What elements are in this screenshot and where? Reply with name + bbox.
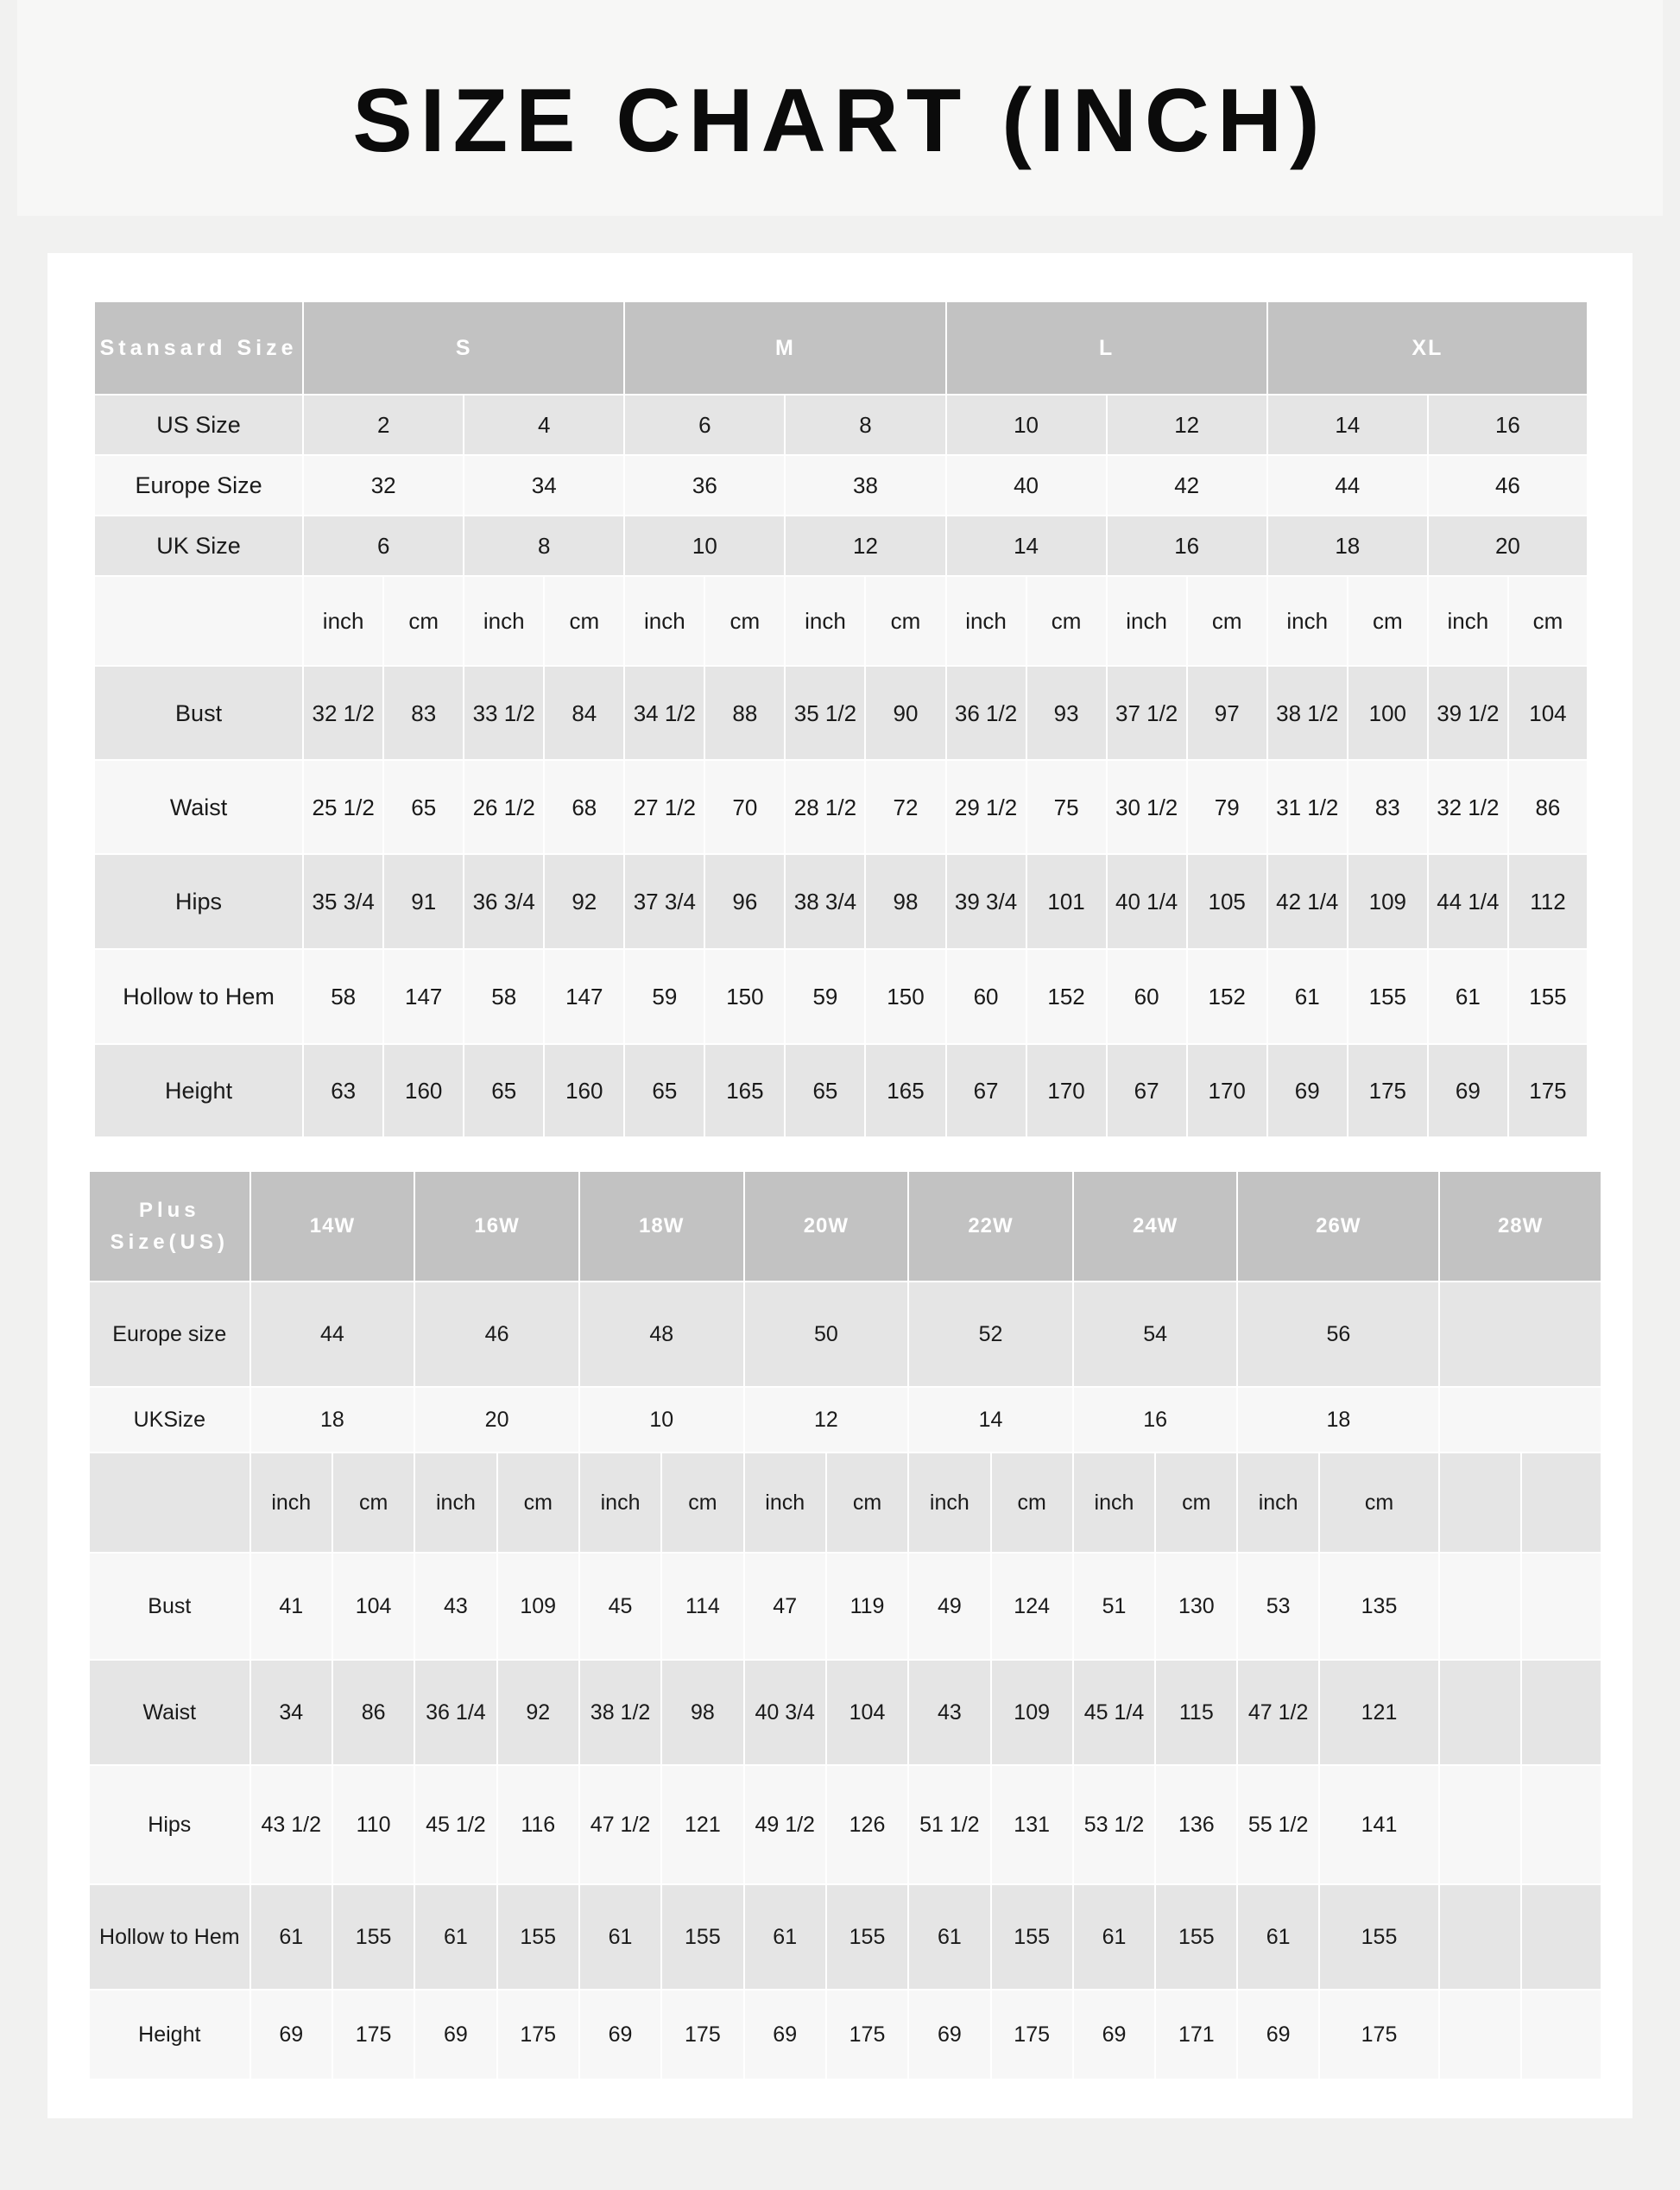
measure-value-cell: 109 [1348, 854, 1428, 949]
measure-value-cell: 43 [414, 1553, 496, 1660]
standard-size-row [94, 395, 1588, 455]
size-value-cell: 20 [1428, 516, 1588, 576]
measure-value-cell: 175 [1508, 1044, 1588, 1137]
row-label: Hips [94, 854, 303, 949]
measure-value-cell: 63 [303, 1044, 383, 1137]
measure-value-cell: 51 1/2 [908, 1765, 990, 1884]
measure-value-cell: 69 [1428, 1044, 1508, 1137]
plus-size-header: 26W [1237, 1171, 1439, 1282]
unit-cm-label: cm [1155, 1453, 1237, 1553]
standard-measure-row [94, 854, 1588, 949]
row-label: Hollow to Hem [94, 949, 303, 1044]
measure-value-cell: 45 1/2 [414, 1765, 496, 1884]
measure-value-cell: 61 [250, 1884, 332, 1990]
unit-cm-label: cm [1348, 576, 1428, 666]
unit-inch-label: inch [414, 1453, 496, 1553]
size-value-cell: 32 [303, 455, 464, 516]
size-value-cell: 16 [1428, 395, 1588, 455]
size-value-cell: 52 [908, 1282, 1073, 1387]
plus-measure-row [89, 1553, 1601, 1660]
standard-header-row [94, 301, 1588, 395]
measure-value-cell: 141 [1319, 1765, 1439, 1884]
measure-value-cell: 25 1/2 [303, 760, 383, 854]
measure-value-cell: 34 [250, 1660, 332, 1765]
measure-value-cell: 61 [1237, 1884, 1318, 1990]
measure-value-cell: 90 [865, 666, 945, 760]
measure-value-cell: 40 1/4 [1107, 854, 1187, 949]
measure-value-cell: 39 1/2 [1428, 666, 1508, 760]
measure-value-cell: 69 [250, 1990, 332, 2079]
measure-value-cell: 35 3/4 [303, 854, 383, 949]
plus-size-table [88, 1170, 1602, 2080]
row-label: Bust [94, 666, 303, 760]
unit-cm-label: cm [497, 1453, 579, 1553]
size-value-cell: 12 [744, 1387, 909, 1453]
size-value-cell: 6 [624, 395, 785, 455]
empty-cell [1521, 1660, 1601, 1765]
measure-value-cell: 58 [303, 949, 383, 1044]
measure-value-cell: 93 [1026, 666, 1107, 760]
unit-inch-label: inch [1428, 576, 1508, 666]
measure-value-cell: 34 1/2 [624, 666, 704, 760]
page-title: SIZE CHART (INCH) [352, 71, 1328, 171]
measure-value-cell: 110 [332, 1765, 414, 1884]
measure-value-cell: 53 [1237, 1553, 1318, 1660]
size-value-cell: 12 [785, 516, 945, 576]
measure-value-cell: 38 1/2 [1267, 666, 1348, 760]
standard-measure-row [94, 1044, 1588, 1137]
measure-value-cell: 79 [1187, 760, 1267, 854]
plus-header-row [89, 1171, 1601, 1282]
measure-value-cell: 155 [1508, 949, 1588, 1044]
standard-unit-row [94, 576, 1588, 666]
measure-value-cell: 86 [1508, 760, 1588, 854]
measure-value-cell: 100 [1348, 666, 1428, 760]
measure-value-cell: 69 [908, 1990, 990, 2079]
measure-value-cell: 38 1/2 [579, 1660, 661, 1765]
measure-value-cell: 124 [991, 1553, 1073, 1660]
measure-value-cell: 65 [464, 1044, 544, 1137]
standard-corner-label: Stansard Size [94, 301, 303, 395]
measure-value-cell: 36 3/4 [464, 854, 544, 949]
unit-cm-label: cm [826, 1453, 908, 1553]
unit-inch-label: inch [908, 1453, 990, 1553]
measure-value-cell: 49 1/2 [744, 1765, 826, 1884]
size-value-cell: 48 [579, 1282, 744, 1387]
plus-measure-row [89, 1884, 1601, 1990]
measure-value-cell: 150 [704, 949, 785, 1044]
unit-inch-label: inch [250, 1453, 332, 1553]
measure-value-cell: 65 [383, 760, 464, 854]
size-group-header: M [624, 301, 945, 395]
measure-value-cell: 175 [497, 1990, 579, 2079]
measure-value-cell: 69 [1073, 1990, 1155, 2079]
measure-value-cell: 61 [414, 1884, 496, 1990]
measure-value-cell: 29 1/2 [946, 760, 1026, 854]
measure-value-cell: 67 [1107, 1044, 1187, 1137]
measure-value-cell: 72 [865, 760, 945, 854]
measure-value-cell: 36 1/2 [946, 666, 1026, 760]
size-value-cell: 18 [250, 1387, 415, 1453]
measure-value-cell: 37 1/2 [1107, 666, 1187, 760]
row-label: Height [89, 1990, 250, 2079]
measure-value-cell: 160 [544, 1044, 624, 1137]
unit-cm-label: cm [1508, 576, 1588, 666]
row-label: Hips [89, 1765, 250, 1884]
plus-measure-row [89, 1660, 1601, 1765]
measure-value-cell: 61 [908, 1884, 990, 1990]
measure-value-cell: 42 1/4 [1267, 854, 1348, 949]
empty-cell [1439, 1553, 1520, 1660]
measure-value-cell: 86 [332, 1660, 414, 1765]
measure-value-cell: 175 [1348, 1044, 1428, 1137]
empty-cell [1439, 1453, 1520, 1553]
measure-value-cell: 35 1/2 [785, 666, 865, 760]
measure-value-cell: 121 [1319, 1660, 1439, 1765]
measure-value-cell: 67 [946, 1044, 1026, 1137]
measure-value-cell: 155 [497, 1884, 579, 1990]
empty-cell [1439, 1660, 1520, 1765]
measure-value-cell: 55 1/2 [1237, 1765, 1318, 1884]
unit-inch-label: inch [946, 576, 1026, 666]
measure-value-cell: 115 [1155, 1660, 1237, 1765]
measure-value-cell: 65 [785, 1044, 865, 1137]
measure-value-cell: 147 [383, 949, 464, 1044]
measure-value-cell: 109 [991, 1660, 1073, 1765]
measure-value-cell: 121 [661, 1765, 743, 1884]
plus-size-row [89, 1282, 1601, 1387]
size-value-cell: 18 [1267, 516, 1428, 576]
size-value-cell: 40 [946, 455, 1107, 516]
size-value-cell: 44 [250, 1282, 415, 1387]
measure-value-cell: 43 1/2 [250, 1765, 332, 1884]
measure-value-cell: 69 [744, 1990, 826, 2079]
empty-cell [1521, 1990, 1601, 2079]
measure-value-cell: 97 [1187, 666, 1267, 760]
measure-value-cell: 152 [1187, 949, 1267, 1044]
measure-value-cell: 69 [414, 1990, 496, 2079]
plus-measure-row [89, 1990, 1601, 2079]
plus-size-header: 22W [908, 1171, 1073, 1282]
size-value-cell: 46 [414, 1282, 579, 1387]
measure-value-cell: 83 [1348, 760, 1428, 854]
measure-value-cell: 60 [946, 949, 1026, 1044]
measure-value-cell: 40 3/4 [744, 1660, 826, 1765]
measure-value-cell: 152 [1026, 949, 1107, 1044]
measure-value-cell: 104 [826, 1660, 908, 1765]
row-label: UK Size [94, 516, 303, 576]
unit-inch-label: inch [624, 576, 704, 666]
empty-cell [1439, 1282, 1601, 1387]
size-group-header: L [946, 301, 1267, 395]
measure-value-cell: 53 1/2 [1073, 1765, 1155, 1884]
measure-value-cell: 119 [826, 1553, 908, 1660]
measure-value-cell: 170 [1187, 1044, 1267, 1137]
size-value-cell: 44 [1267, 455, 1428, 516]
measure-value-cell: 155 [1348, 949, 1428, 1044]
measure-value-cell: 65 [624, 1044, 704, 1137]
measure-value-cell: 45 [579, 1553, 661, 1660]
row-label: Bust [89, 1553, 250, 1660]
measure-value-cell: 92 [544, 854, 624, 949]
measure-value-cell: 165 [704, 1044, 785, 1137]
row-label-empty [89, 1453, 250, 1553]
empty-cell [1439, 1884, 1520, 1990]
size-value-cell: 10 [624, 516, 785, 576]
measure-value-cell: 69 [1237, 1990, 1318, 2079]
unit-inch-label: inch [744, 1453, 826, 1553]
size-value-cell: 8 [785, 395, 945, 455]
measure-value-cell: 175 [991, 1990, 1073, 2079]
size-value-cell: 20 [414, 1387, 579, 1453]
size-value-cell: 16 [1107, 516, 1267, 576]
measure-value-cell: 101 [1026, 854, 1107, 949]
empty-cell [1521, 1453, 1601, 1553]
measure-value-cell: 51 [1073, 1553, 1155, 1660]
standard-measure-row [94, 666, 1588, 760]
measure-value-cell: 69 [579, 1990, 661, 2079]
measure-value-cell: 43 [908, 1660, 990, 1765]
row-label: Waist [89, 1660, 250, 1765]
measure-value-cell: 32 1/2 [303, 666, 383, 760]
measure-value-cell: 39 3/4 [946, 854, 1026, 949]
measure-value-cell: 136 [1155, 1765, 1237, 1884]
size-value-cell: 16 [1073, 1387, 1238, 1453]
plus-size-header: 18W [579, 1171, 744, 1282]
measure-value-cell: 105 [1187, 854, 1267, 949]
unit-inch-label: inch [1073, 1453, 1155, 1553]
plus-size-header: 14W [250, 1171, 415, 1282]
unit-cm-label: cm [704, 576, 785, 666]
measure-value-cell: 109 [497, 1553, 579, 1660]
measure-value-cell: 61 [744, 1884, 826, 1990]
size-value-cell: 18 [1237, 1387, 1439, 1453]
size-value-cell: 54 [1073, 1282, 1238, 1387]
row-label: US Size [94, 395, 303, 455]
measure-value-cell: 131 [991, 1765, 1073, 1884]
measure-value-cell: 38 3/4 [785, 854, 865, 949]
empty-cell [1521, 1553, 1601, 1660]
size-value-cell: 14 [946, 516, 1107, 576]
measure-value-cell: 61 [1428, 949, 1508, 1044]
measure-value-cell: 47 1/2 [579, 1765, 661, 1884]
plus-size-header: 24W [1073, 1171, 1238, 1282]
plus-measure-row [89, 1765, 1601, 1884]
measure-value-cell: 59 [785, 949, 865, 1044]
row-label: Height [94, 1044, 303, 1137]
row-label-empty [94, 576, 303, 666]
plus-size-row [89, 1387, 1601, 1453]
size-value-cell: 10 [579, 1387, 744, 1453]
measure-value-cell: 61 [1267, 949, 1348, 1044]
plus-size-header: 16W [414, 1171, 579, 1282]
unit-cm-label: cm [1187, 576, 1267, 666]
standard-size-row [94, 455, 1588, 516]
measure-value-cell: 88 [704, 666, 785, 760]
measure-value-cell: 155 [991, 1884, 1073, 1990]
measure-value-cell: 130 [1155, 1553, 1237, 1660]
empty-cell [1439, 1990, 1520, 2079]
unit-inch-label: inch [1107, 576, 1187, 666]
unit-cm-label: cm [383, 576, 464, 666]
unit-inch-label: inch [303, 576, 383, 666]
measure-value-cell: 61 [1073, 1884, 1155, 1990]
plus-size-header: 28W [1439, 1171, 1601, 1282]
unit-inch-label: inch [1267, 576, 1348, 666]
measure-value-cell: 41 [250, 1553, 332, 1660]
size-value-cell: 38 [785, 455, 945, 516]
standard-measure-row [94, 949, 1588, 1044]
standard-measure-row [94, 760, 1588, 854]
measure-value-cell: 150 [865, 949, 945, 1044]
measure-value-cell: 69 [1267, 1044, 1348, 1137]
measure-value-cell: 83 [383, 666, 464, 760]
measure-value-cell: 37 3/4 [624, 854, 704, 949]
measure-value-cell: 58 [464, 949, 544, 1044]
size-value-cell: 4 [464, 395, 624, 455]
row-label: Europe Size [94, 455, 303, 516]
measure-value-cell: 45 1/4 [1073, 1660, 1155, 1765]
measure-value-cell: 126 [826, 1765, 908, 1884]
measure-value-cell: 75 [1026, 760, 1107, 854]
measure-value-cell: 175 [661, 1990, 743, 2079]
size-value-cell: 8 [464, 516, 624, 576]
measure-value-cell: 175 [332, 1990, 414, 2079]
size-value-cell: 46 [1428, 455, 1588, 516]
standard-size-row [94, 516, 1588, 576]
measure-value-cell: 175 [1319, 1990, 1439, 2079]
measure-value-cell: 98 [865, 854, 945, 949]
measure-value-cell: 44 1/4 [1428, 854, 1508, 949]
plus-corner-label: Plus Size(US) [89, 1171, 250, 1282]
unit-cm-label: cm [1026, 576, 1107, 666]
empty-cell [1439, 1387, 1601, 1453]
unit-cm-label: cm [1319, 1453, 1439, 1553]
measure-value-cell: 147 [544, 949, 624, 1044]
measure-value-cell: 60 [1107, 949, 1187, 1044]
size-value-cell: 12 [1107, 395, 1267, 455]
measure-value-cell: 155 [332, 1884, 414, 1990]
empty-cell [1521, 1765, 1601, 1884]
measure-value-cell: 155 [661, 1884, 743, 1990]
measure-value-cell: 32 1/2 [1428, 760, 1508, 854]
measure-value-cell: 84 [544, 666, 624, 760]
row-label: UKSize [89, 1387, 250, 1453]
measure-value-cell: 155 [826, 1884, 908, 1990]
size-value-cell: 14 [908, 1387, 1073, 1453]
measure-value-cell: 26 1/2 [464, 760, 544, 854]
unit-cm-label: cm [332, 1453, 414, 1553]
plus-unit-row [89, 1453, 1601, 1553]
plus-size-header: 20W [744, 1171, 909, 1282]
measure-value-cell: 175 [826, 1990, 908, 2079]
measure-value-cell: 112 [1508, 854, 1588, 949]
size-group-header: S [303, 301, 624, 395]
row-label: Europe size [89, 1282, 250, 1387]
measure-value-cell: 116 [497, 1765, 579, 1884]
measure-value-cell: 59 [624, 949, 704, 1044]
empty-cell [1439, 1765, 1520, 1884]
measure-value-cell: 104 [332, 1553, 414, 1660]
size-group-header: XL [1267, 301, 1588, 395]
measure-value-cell: 104 [1508, 666, 1588, 760]
measure-value-cell: 61 [579, 1884, 661, 1990]
size-value-cell: 36 [624, 455, 785, 516]
measure-value-cell: 98 [661, 1660, 743, 1765]
measure-value-cell: 28 1/2 [785, 760, 865, 854]
measure-value-cell: 31 1/2 [1267, 760, 1348, 854]
measure-value-cell: 33 1/2 [464, 666, 544, 760]
measure-value-cell: 135 [1319, 1553, 1439, 1660]
unit-cm-label: cm [991, 1453, 1073, 1553]
measure-value-cell: 114 [661, 1553, 743, 1660]
size-value-cell: 2 [303, 395, 464, 455]
measure-value-cell: 170 [1026, 1044, 1107, 1137]
size-value-cell: 10 [946, 395, 1107, 455]
size-value-cell: 14 [1267, 395, 1428, 455]
measure-value-cell: 96 [704, 854, 785, 949]
empty-cell [1521, 1884, 1601, 1990]
unit-cm-label: cm [661, 1453, 743, 1553]
unit-cm-label: cm [544, 576, 624, 666]
measure-value-cell: 160 [383, 1044, 464, 1137]
unit-inch-label: inch [1237, 1453, 1318, 1553]
measure-value-cell: 155 [1155, 1884, 1237, 1990]
measure-value-cell: 92 [497, 1660, 579, 1765]
size-value-cell: 6 [303, 516, 464, 576]
row-label: Waist [94, 760, 303, 854]
measure-value-cell: 49 [908, 1553, 990, 1660]
measure-value-cell: 30 1/2 [1107, 760, 1187, 854]
unit-inch-label: inch [464, 576, 544, 666]
standard-size-table [93, 301, 1588, 1138]
unit-cm-label: cm [865, 576, 945, 666]
measure-value-cell: 155 [1319, 1884, 1439, 1990]
measure-value-cell: 91 [383, 854, 464, 949]
measure-value-cell: 70 [704, 760, 785, 854]
size-value-cell: 56 [1237, 1282, 1439, 1387]
measure-value-cell: 68 [544, 760, 624, 854]
unit-inch-label: inch [785, 576, 865, 666]
unit-inch-label: inch [579, 1453, 661, 1553]
measure-value-cell: 165 [865, 1044, 945, 1137]
size-value-cell: 34 [464, 455, 624, 516]
row-label: Hollow to Hem [89, 1884, 250, 1990]
measure-value-cell: 27 1/2 [624, 760, 704, 854]
size-value-cell: 50 [744, 1282, 909, 1387]
measure-value-cell: 171 [1155, 1990, 1237, 2079]
measure-value-cell: 47 [744, 1553, 826, 1660]
measure-value-cell: 36 1/4 [414, 1660, 496, 1765]
size-value-cell: 42 [1107, 455, 1267, 516]
measure-value-cell: 47 1/2 [1237, 1660, 1318, 1765]
